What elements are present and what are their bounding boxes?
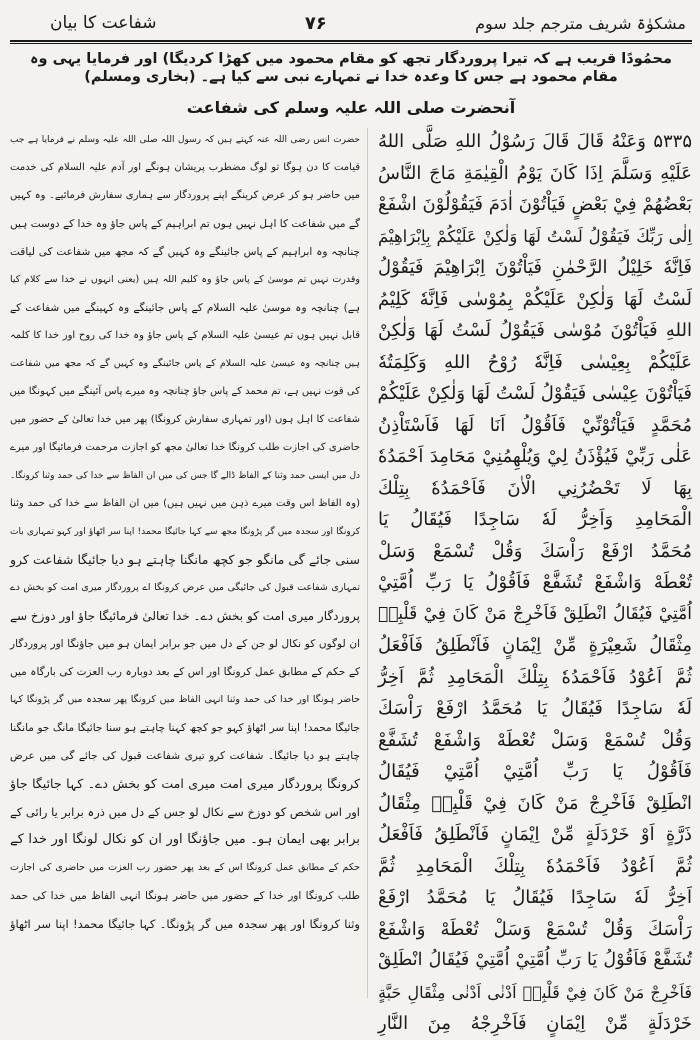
urdu-text-line: ہیں چنانچہ وہ عیسیٰ علیہ السلام کے پاس جائینگے وہ کہیں گے کہ مجھ میں شفاعت <box>10 358 360 369</box>
arabic-text-line: الْمَحَامِدِ وَاَخِرُّ لَهٗ سَاجِدًا فَيُقَالُ يَا <box>378 509 692 530</box>
urdu-text-line: جائیگا محمد! اپنا سر اٹھاؤ کہو جو کچھ کہنا چاہتے ہو سنا جائیگا مانگ جو مانگنا <box>10 722 360 734</box>
arabic-text-line: ذَرَّةٍ اَوْ خَرْدَلَةٍ مِّنْ اِيْمَانٍ فَاَنْطَلِقُ فَاَفْعَلُ <box>378 824 692 845</box>
urdu-text-line: پروردگار میری امت کو بخش دے۔ خدا تعالیٰ فرمائیگا جاؤ اور دوزخ سے <box>10 609 360 623</box>
arabic-text-line: فَيَاْتُوْنَ عِيْسٰى فَيَقُوْلُ لَسْتُ لَهَا وَلٰكِنْ عَلَيْكُمْ <box>377 383 692 404</box>
page-number: ۷۶ <box>304 12 327 34</box>
arabic-text-line: وَقُلْ تُسْمَعْ وَسَلْ تُعْطَهْ وَاشْفَعْ تُشَفَّعْ <box>378 729 692 751</box>
urdu-text-line: سنی جائے گی مانگو جو کچھ مانگنا چاہتے ہو دیا جائیگا شفاعت کرو <box>10 552 360 567</box>
arabic-text-column <box>377 126 692 1034</box>
urdu-text-line: ہے) چنانچہ وہ موسیٰ علیہ السلام کے پاس جائینگے وہ کہینگے میں شفاعت کے <box>10 302 360 314</box>
arabic-text-line: مُحَمَّدٍ فَيَاْتُوْنِّيْ فَاَقُوْلُ اَنَا لَهَا فَاَسْتَاْذِنُ <box>378 414 692 436</box>
arabic-text-line: رَاْسَكَ وَقُلْ تُسْمَعْ وَسَلْ تُعْطَهْ وَاشْفَعْ <box>378 918 692 940</box>
arabic-text-line: فَاِنَّهٗ خَلِيْلُ الرَّحْمٰنِ فَيَاْتُوْنَ اِبْرَاهِيْمَ فَيَقُوْلُ <box>378 257 692 278</box>
previous-hadith-ending: محمُودًا قریب ہے کہ تیرا پروردگار تجھ کو مقام محمود میں کھڑا کردیگا) اور فرمایا یہی وہ مقام محمود ہے جس کا وعدہ خدا نے تمہارے نبی سے کیا ہے۔ (بخاری ومسلم) <box>30 51 672 85</box>
arabic-text-line: ثُمَّ اَعُوْدُ فَاَحْمَدُهٗ بِتِلْكَ الْمَحَامِدِ ثُمَّ <box>378 855 692 877</box>
urdu-text-line: قیامت کا دن ہوگا تو لوگ مضطرب پریشان ہونگے اور آدم علیہ السلام کی خدمت <box>10 162 360 173</box>
urdu-text-line: قابل نہیں ہوں تم عیسیٰ علیہ السلام کے پاس جاؤ وہ خدا کی روح اور خدا کا کلمہ <box>10 330 360 341</box>
arabic-text-line: اِلٰى رَبِّكَ فَيَقُوْلُ لَسْتُ لَهَا وَلٰكِنْ عَلَيْكُمْ بِاِبْرَاهِيْمَ <box>378 226 692 246</box>
urdu-text-line: حاضری کی اجازت طلب کرونگا خدا تعالیٰ مجھ کو اجازت مرحمت فرمائیگا اور میرے <box>10 442 360 453</box>
urdu-text-line: حاضر ہونگا اور خدا کی حمد وثنا انہی الفاظ میں کرونگا پھر سجدہ میں گر پڑونگا کہا <box>10 694 360 705</box>
arabic-text-line: لَسْتُ لَهَا وَلٰكِنْ عَلَيْكُمْ بِمُوْسٰى فَاِنَّهٗ كَلِيْمُ <box>378 288 692 310</box>
urdu-text-line: وثنا کرونگا اور پھر سجدہ میں گر پڑونگا۔ کہا جائیگا محمد! اپنا سر اٹھاؤ <box>10 917 360 931</box>
arabic-text-line: ثُمَّ اَعُوْدُ فَاَحْمَدُهٗ بِتِلْكَ الْمَحَامِدِ ثُمَّ اَخِرُّ <box>378 666 692 688</box>
urdu-text-line: چنانچہ وہ ابراہیم کے پاس جائینگے وہ کہیں گے کہ مجھ میں شفاعت کی لیاقت <box>10 246 360 258</box>
arabic-text-line: خَرْدَلَةٍ مِّنْ اِيْمَانٍ فَاَخْرِجْهُ مِنَ النَّارِ <box>378 1013 692 1034</box>
arabic-text-line: فَاَخْرِجْ مَنْ كَانَ فِيْ قَلْبِهٖ اَدْنٰى اَدْنٰى مِثْقَالِ حَبَّةٍ <box>378 982 692 1002</box>
urdu-text-line: وقدرت نہیں تم موسیٰ کے پاس جاؤ وہ کلیم اللہ ہیں (یعنی انہوں نے خدا سے کلام کیا <box>10 274 360 285</box>
arabic-text-line: عَلٰى رَبِّيْ فَيُؤْذَنُ لِيْ وَيُلْهِمُنِيْ مَحَامِدَ اَحْمَدُهٗ <box>378 446 692 467</box>
urdu-text-line: کے حکم کے مطابق عمل کرونگا اور اس کے بعد دوبارہ رب العزت کی بارگاہ میں <box>10 666 360 678</box>
arabic-text-line: انْطَلِقْ فَاَخْرِجْ مَنْ كَانَ فِيْ قَلْبِهٖ مِثْقَالُ <box>378 792 692 814</box>
urdu-text-line: حکم کے مطابق عمل کرونگا اس کے بعد پھر حضور رب العزت میں حاضری کی اجازت <box>10 862 360 873</box>
header-book-title: مشکوٰۃ شریف مترجم جلد سوم <box>475 13 686 33</box>
arabic-text-line: بِهَا لَا تَحْضُرُنِي الْاٰنَ فَاَحْمَدُهٗ بِتِلْكَ <box>378 477 692 499</box>
urdu-text-line: کرونگا پروردگار میری امت میری امت کو بخش دے۔ کہا جائیگا جاؤ <box>10 776 360 791</box>
urdu-text-line: میں حاضر ہو کر عرض کرینگے اپنے پروردگار سے ہماری سفارش فرمائیے۔ وہ کہیں <box>10 190 360 201</box>
arabic-text-line: مُحَمَّدُ ارْفَعْ رَاْسَكَ وَقُلْ تُسْمَعْ وَسَلْ <box>378 540 692 562</box>
arabic-text-line: لَهٗ سَاجِدًا فَيُقَالُ يَا مُحَمَّدُ ارْفَعْ رَاْسَكَ <box>378 698 692 719</box>
arabic-text-line: مِثْقَالُ شَعِيْرَةٍ مِّنْ اِيْمَانٍ فَاَنْطَلِقُ فَاَفْعَلُ <box>378 635 692 656</box>
urdu-text-line: دل میں ایسی حمد وثنا کے الفاظ ڈالے گا جس کی میں ان الفاظ سے خدا کی حمد وثنا کرونگا۔ <box>10 471 360 481</box>
header-rule-thin <box>10 43 692 44</box>
arabic-text-line: فَاَقُوْلُ يَا رَبِّ اُمَّتِيْ اُمَّتِيْ فَيُقَالُ <box>378 761 692 782</box>
urdu-text-line: (وہ الفاظ اس وقت میرے ذہن میں نہیں ہیں) میں ان الفاظ سے خدا کی حمد وثنا <box>10 498 360 509</box>
column-divider <box>367 128 368 998</box>
urdu-translation-column <box>10 126 360 1006</box>
arabic-text-line: عَلَيْكُمْ بِعِيْسٰى فَاِنَّهٗ رُوْحُ اللهِ وَكَلِمَتُهٗ <box>378 351 692 373</box>
urdu-text-line: کرونگا اور سجدہ میں گر پڑونگا مجھ سے کہا جائیگا محمد! اپنا سر اٹھاؤ اور کہو تمہاری بات <box>10 527 360 537</box>
urdu-text-line: حضرت انس رضی اللہ عنہ کہتے ہیں کہ رسول اللہ صلی اللہ علیہ وسلم نے فرمایا ہے جب <box>10 135 360 145</box>
urdu-text-line: شفاعت کا اہل ہوں (اور تمہاری سفارش کرونگا) پھر میں خدا تعالیٰ کے حضور میں <box>10 414 360 425</box>
urdu-text-line: برابر بھی ایمان ہو۔ میں جاؤنگا اور ان کو نکال لونگا اور خدا کے <box>10 832 360 847</box>
urdu-text-line: چاہتے ہو دیا جائیگا۔ شفاعت کرو تیری شفاعت قبول کی جائے گی میں عرض <box>10 750 360 762</box>
arabic-text-line: ۵۳۳۵ وَعَنْهُ قَالَ قَالَ رَسُوْلُ اللهِ صَلَّى اللهُ <box>378 131 692 152</box>
urdu-text-line: اور اس شخص کو دوزخ سے نکال لو جس کے دل میں ذرہ برابر یا رائی کے <box>10 805 360 819</box>
arabic-text-line: اللهِ فَيَاْتُوْنَ مُوْسٰى فَيَقُوْلُ لَسْتُ لَهَا وَلٰكِنْ <box>378 320 692 341</box>
header-rule <box>10 40 692 42</box>
book-page <box>9 8 692 1034</box>
arabic-text-line: عَلَيْهِ وَسَلَّمَ اِذَا كَانَ يَوْمُ الْقِيٰمَةِ مَاجَ النَّاسُ <box>378 162 692 184</box>
urdu-text-line: کی قوت نہیں ہے، تم محمد کے پاس جاؤ چنانچہ وہ میرے پاس آئینگے میں کہونگا میں <box>9 386 360 397</box>
urdu-text-line: ان لوگوں کو نکال لو جن کے دل میں جو برابر ایمان ہو میں جاؤنگا اور پروردگار <box>10 638 360 650</box>
section-title: آنحضرت صلی اللہ علیہ وسلم کی شفاعت <box>186 98 516 117</box>
running-header <box>10 8 692 38</box>
arabic-text-line: تُشَفَّعْ فَاَقُوْلُ يَا رَبِّ اُمَّتِيْ اُمَّتِيْ فَيُقَالُ انْطَلِقْ <box>378 950 692 970</box>
urdu-text-line: تمہاری شفاعت قبول کی جائیگی میں عرض کرونگا اے پروردگار میری امت کو بخش دے <box>10 582 360 593</box>
arabic-text-line: تُعْطَهْ وَاشْفَعْ تُشَفَّعْ فَاَقُوْلُ يَا رَبِّ اُمَّتِيْ <box>378 572 692 593</box>
urdu-text-line: طلب کرونگا اور خدا کے حضور میں حاضر ہونگا انہی الفاظ میں خدا کی حمد <box>10 890 360 902</box>
arabic-text-line: اَخِرُّ لَهٗ سَاجِدًا فَيُقَالُ يَا مُحَمَّدُ ارْفَعْ <box>378 887 692 908</box>
urdu-text-line: گے میں شفاعت کا اہل نہیں ہوں تم ابراہیم کے پاس جاؤ وہ خدا کے دوست ہیں <box>10 218 360 230</box>
arabic-text-line: بَعْضُهُمْ فِيْ بَعْضٍ فَيَاْتُوْنَ اٰدَمَ فَيَقُوْلُوْنَ اشْفَعْ <box>378 194 692 215</box>
header-chapter-title: شفاعت کا بیان <box>50 13 157 33</box>
arabic-text-line: اُمَّتِيْ فَيُقَالُ انْطَلِقْ فَاَخْرِجْ مَنْ كَانَ فِيْ قَلْبِهٖ <box>378 603 692 624</box>
